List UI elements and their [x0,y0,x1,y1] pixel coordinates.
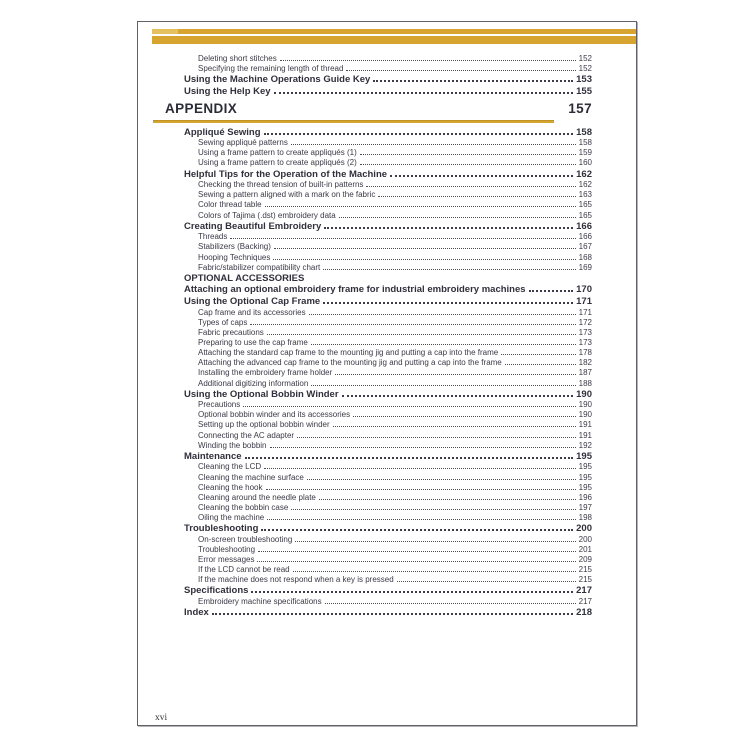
toc-row [138,318,592,328]
toc-entry-label: Using the Help Key [184,85,271,97]
dot-leader [397,581,576,582]
dot-leader [307,479,576,480]
toc-row [138,545,592,555]
toc-entry-label: Precautions [198,400,241,410]
dot-leader [309,314,576,315]
toc-entry-page: 195 [578,462,592,472]
table-of-contents [138,54,636,619]
dot-leader [261,529,573,531]
dot-leader [324,227,573,229]
toc-row [138,221,592,233]
toc-row [138,54,592,64]
toc-row [138,565,592,575]
toc-entry-label: Cleaning the machine surface [198,472,304,482]
toc-row [138,253,592,263]
dot-leader [264,468,575,469]
toc-entry-page: 153 [576,74,592,86]
toc-entry-label: Cleaning the LCD [198,462,262,472]
toc-entry-page: 198 [578,512,592,522]
toc-row [138,473,592,483]
toc-row [138,379,592,389]
toc-row [138,158,592,168]
header-gold-bar-thin [152,29,636,34]
dot-leader [265,206,576,207]
dot-leader [342,395,574,397]
toc-row [138,607,592,619]
dot-leader [333,426,576,427]
dot-leader [264,133,574,135]
toc-entry-label: Error messages [198,554,255,564]
toc-entry-label: Stabilizers (Backing) [198,242,271,252]
toc-entry-page: 187 [578,368,592,378]
toc-row [138,148,592,158]
toc-entry-page: 172 [578,317,592,327]
toc-row [138,138,592,148]
toc-entry-label: Colors of Tajima (.dst) embroidery data [198,210,336,220]
dot-leader [311,344,576,345]
toc-entry-label: Sewing a pattern aligned with a mark on the fabric [198,190,376,200]
toc-row [138,535,592,545]
toc-entry-page: 197 [578,502,592,512]
toc-entry-label: Appliqué Sewing [184,126,261,138]
toc-entry-page: 158 [578,138,592,148]
toc-row [138,180,592,190]
toc-entry-label: APPENDIX [165,100,238,116]
dot-leader [250,324,575,325]
toc-entry-page: 190 [578,400,592,410]
dot-leader [274,248,576,249]
toc-entry-label: Sewing appliqué patterns [198,138,288,148]
header-gold-bar [152,29,636,44]
toc-row [138,169,592,181]
toc-entry-page: 209 [578,554,592,564]
toc-row [138,597,592,607]
toc-entry-page: 192 [578,440,592,450]
dot-leader [274,92,574,94]
toc-entry-page: 217 [576,585,592,597]
toc-entry-page: 157 [568,100,592,116]
toc-entry-label: Helpful Tips for the Operation of the Machine [184,168,388,180]
toc-entry-page: 167 [578,242,592,252]
toc-entry-label: On-screen troubleshooting [198,534,293,544]
toc-entry-label: Specifications [184,585,249,597]
toc-row [138,64,592,74]
toc-row [138,420,592,430]
dot-leader [297,437,576,438]
toc-entry-label: Using a frame pattern to create appliqués (2) [198,158,357,168]
dot-leader [270,447,576,448]
toc-entry-page: 178 [578,348,592,358]
toc-entry-page: 191 [578,420,592,430]
appendix-gold-rule [153,120,554,123]
dot-leader [267,519,575,520]
toc-row [138,232,592,242]
toc-row [138,368,592,378]
toc-entry-page: 155 [576,85,592,97]
toc-entry-page: 195 [576,450,592,462]
toc-row [138,263,592,273]
toc-entry-label: Additional digitizing information [198,378,309,388]
dot-leader [295,541,575,542]
toc-entry-label: Deleting short stitches [198,54,277,63]
toc-entry-label: Attaching an optional embroidery frame for industrial embroidery machines [184,284,526,296]
toc-entry-label: Setting up the optional bobbin winder [198,420,330,430]
toc-entry-label: Troubleshooting [198,544,256,554]
toc-row [138,483,592,493]
toc-entry-label: Troubleshooting [184,523,259,535]
dot-leader [325,603,576,604]
toc-row [138,211,592,221]
dot-leader [245,457,574,459]
toc-row [138,348,592,358]
toc-entry-label: Using the Optional Cap Frame [184,296,321,308]
toc-entry-page: 215 [578,575,592,585]
toc-entry-page: 170 [576,284,592,296]
toc-entry-label: Threads [198,232,228,242]
dot-leader [258,551,576,552]
dot-leader [291,144,576,145]
toc-row [138,338,592,348]
toc-entry-label: Optional bobbin winder and its accessories [198,410,351,420]
toc-entry-page: 201 [578,544,592,554]
dot-leader [353,416,576,417]
toc-row [138,441,592,451]
toc-row [138,242,592,252]
dot-leader [529,290,574,292]
toc-entry-page: 196 [578,492,592,502]
dot-leader [505,364,576,365]
toc-entry-page: 173 [578,338,592,348]
dot-leader [390,175,573,177]
toc-entry-page: 173 [578,328,592,338]
toc-entry-label: Embroidery machine specifications [198,596,322,606]
dot-leader [501,354,575,355]
toc-entry-label: Using the Optional Bobbin Winder [184,388,339,400]
toc-entry-label: Cap frame and its accessories [198,307,306,317]
toc-row [138,410,592,420]
toc-entry-label: Oiling the machine [198,512,265,522]
toc-row [138,389,592,401]
toc-entry-label: Color thread table [198,200,262,210]
toc-entry-label: Cleaning around the needle plate [198,492,316,502]
footer-page-number: xvi [155,713,168,723]
toc-entry-label: Installing the embroidery frame holder [198,368,333,378]
toc-entry-page: 217 [578,596,592,606]
toc-row [138,74,592,86]
toc-entry-label: Fabric precautions [198,328,264,338]
toc-entry-page: 218 [576,607,592,618]
toc-row [138,273,592,285]
toc-entry-label: Hooping Techniques [198,252,271,262]
dot-leader [251,591,573,593]
toc-entry-page: 165 [578,200,592,210]
toc-entry-page: 200 [576,523,592,535]
toc-entry-page: 195 [578,482,592,492]
toc-entry-page: 159 [578,148,592,158]
toc-entry-label: Using a frame pattern to create appliqués (1) [198,148,357,158]
header-gold-bar-accent [152,29,178,34]
toc-entry-page: 160 [578,158,592,168]
dot-leader [360,164,576,165]
toc-entry-page: 215 [578,565,592,575]
toc-row [138,513,592,523]
toc-entry-label: Checking the thread tension of built-in patterns [198,180,364,190]
header-gold-bar-thick [152,36,636,44]
toc-entry-label: Maintenance [184,450,242,462]
toc-entry-label: Preparing to use the cap frame [198,338,308,348]
toc-row [138,493,592,503]
dot-leader [323,269,575,270]
toc-entry-label: Attaching the standard cap frame to the mounting jig and putting a cap into the frame [198,348,499,358]
toc-row [138,101,592,117]
toc-entry-label: Types of caps [198,317,248,327]
toc-entry-label: If the LCD cannot be read [198,565,290,575]
toc-entry-page: 165 [578,210,592,220]
dot-leader [323,302,573,304]
toc-entry-page: 171 [578,307,592,317]
dot-leader [373,80,573,82]
toc-entry-page: 195 [578,472,592,482]
toc-entry-label: Specifying the remaining length of thread [198,64,344,74]
toc-row [138,284,592,296]
toc-entry-label: Using the Machine Operations Guide Key [184,74,371,86]
toc-row [138,296,592,308]
dot-leader [273,259,575,260]
toc-entry-page: 163 [578,190,592,200]
toc-entry-page: 152 [578,64,592,74]
toc-entry-label: Fabric/stabilizer compatibility chart [198,262,321,272]
scanned-manual-page [137,21,637,726]
toc-entry-page: 152 [578,54,592,63]
toc-entry-page: 168 [578,252,592,262]
toc-row [138,575,592,585]
toc-row [138,86,592,98]
toc-entry-label: Creating Beautiful Embroidery [184,220,322,232]
toc-entry-label: OPTIONAL ACCESSORIES [184,272,305,284]
dot-leader [339,217,576,218]
dot-leader [243,406,575,407]
toc-entry-label: Connecting the AC adapter [198,430,295,440]
dot-leader [230,238,575,239]
toc-entry-page: 162 [576,168,592,180]
dot-leader [346,70,575,71]
toc-entry-label: Cleaning the bobbin case [198,502,289,512]
toc-entry-label: If the machine does not respond when a key is pressed [198,575,394,585]
dot-leader [257,561,575,562]
dot-leader [291,509,575,510]
toc-row [138,451,592,463]
dot-leader [360,154,576,155]
toc-entry-page: 188 [578,378,592,388]
dot-leader [311,385,575,386]
dot-leader [319,499,576,500]
dot-leader [266,489,576,490]
toc-entry-page: 169 [578,262,592,272]
toc-row [138,308,592,318]
toc-row [138,462,592,472]
dot-leader [366,186,575,187]
toc-row [138,358,592,368]
toc-entry-page: 158 [576,126,592,138]
dot-leader [293,571,576,572]
toc-row [138,431,592,441]
dot-leader [378,196,575,197]
toc-entry-label: Cleaning the hook [198,482,263,492]
dot-leader [335,374,575,375]
toc-entry-label: Winding the bobbin [198,440,267,450]
toc-row [138,400,592,410]
toc-row [138,190,592,200]
toc-row [138,555,592,565]
toc-row [138,127,592,139]
toc-row [138,503,592,513]
toc-entry-page: 190 [578,410,592,420]
toc-entry-page: 191 [578,430,592,440]
toc-row [138,585,592,597]
toc-row [138,328,592,338]
toc-entry-label: Attaching the advanced cap frame to the mounting jig and putting a cap into the frame [198,358,502,368]
toc-row [138,523,592,535]
dot-leader [267,334,576,335]
toc-row [138,200,592,210]
toc-entry-page: 171 [576,296,592,308]
toc-entry-page: 166 [576,220,592,232]
toc-entry-page: 162 [578,180,592,190]
toc-entry-page: 190 [576,388,592,400]
toc-entry-page: 182 [578,358,592,368]
toc-entry-page: 200 [578,534,592,544]
toc-entry-page: 166 [578,232,592,242]
dot-leader [212,613,573,615]
dot-leader [280,60,576,61]
toc-entry-label: Index [184,607,209,618]
